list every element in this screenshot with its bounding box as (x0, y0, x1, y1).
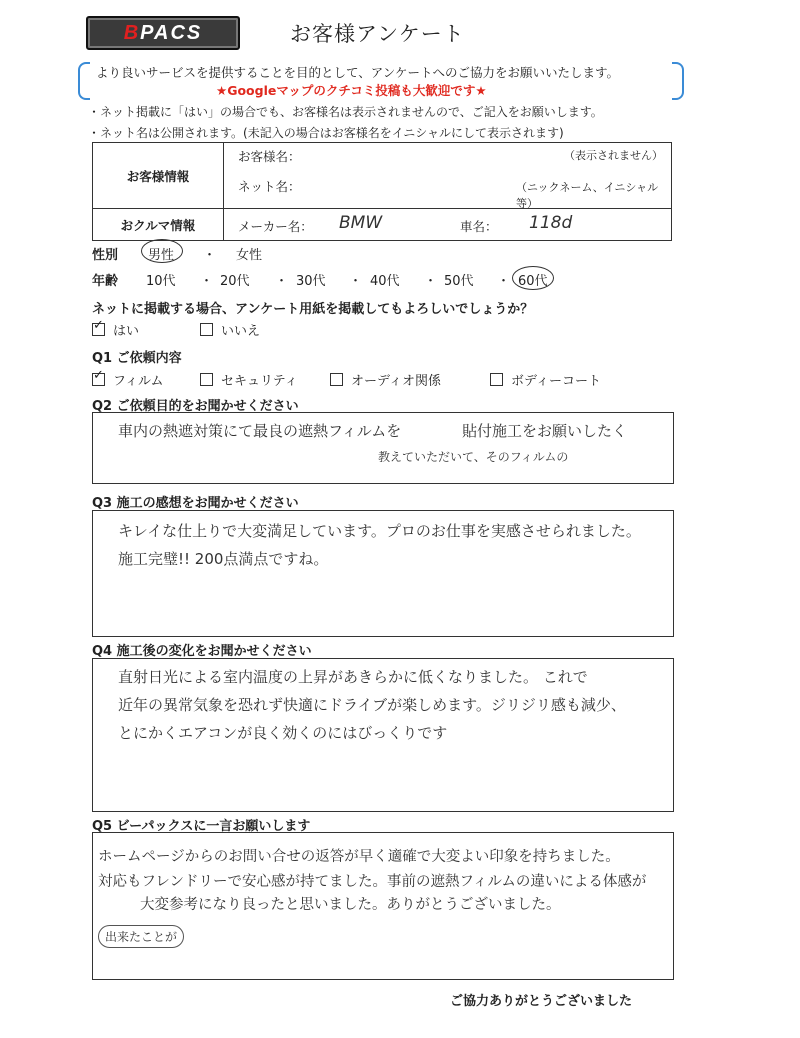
publish-no-option[interactable] (200, 320, 260, 339)
no-checkbox[interactable] (200, 323, 213, 336)
car-info-header: おクルマ情報 (93, 209, 224, 241)
age-separator: ・ (424, 274, 438, 289)
audio-checkbox[interactable] (330, 373, 343, 386)
q3-answer-line2: 施工完璧!! 200点満点ですね。 (118, 550, 329, 568)
thanks-text: ご協力ありがとうございました (450, 994, 633, 1009)
intro-text: より良いサービスを提供することを目的として、アンケートへのご協力をお願いいたします。 (96, 65, 620, 80)
age-option-20s[interactable]: 20代 (220, 274, 250, 289)
gender-option-female[interactable]: 女性 (236, 248, 263, 263)
security-checkbox[interactable] (200, 373, 213, 386)
bodycoat-checkbox[interactable] (490, 373, 503, 386)
age-selection-circle (512, 266, 554, 290)
q1-option-audio[interactable]: オーディオ関係 (330, 370, 441, 389)
q5-answer-line2: 対応もフレンドリーで安心感が持てました。事前の遮熱フィルムの違いによる体感が (98, 874, 647, 890)
left-bracket (78, 62, 90, 100)
note-1: ・ネット掲載に「はい」の場合でも、お客様名は表示されませんので、ご記入をお願いします。 (88, 105, 603, 119)
yes-label: はい (113, 324, 140, 339)
age-separator: ・ (200, 274, 214, 289)
net-name-hint: （ニックネーム、イニシャル等） (516, 181, 659, 210)
age-option-60s[interactable]: 60代 (518, 274, 548, 289)
customer-info-header: お客様情報 (93, 143, 224, 209)
model-value: 118d (529, 213, 573, 233)
right-bracket (672, 62, 684, 100)
age-separator: ・ (349, 274, 363, 289)
q5-title: Q5 ビーパックスに一言お願いします (92, 819, 311, 834)
q1-title: Q1 ご依頼内容 (92, 351, 182, 366)
q2-title: Q2 ご依頼目的をお聞かせください (92, 399, 299, 414)
gender-selection-circle (141, 239, 183, 263)
q3-answer-line1: キレイな仕上りで大変満足しています。プロのお仕事を実感させられました。 (118, 522, 641, 540)
q1-option-film[interactable]: ✓フィルム (92, 370, 163, 389)
film-checkbox[interactable] (92, 373, 105, 386)
net-name-label: ネット名： (238, 179, 301, 194)
page-title: お客様アンケート (290, 22, 465, 46)
gender-option-male[interactable]: 男性 (148, 248, 175, 263)
info-table (92, 142, 672, 241)
q5-answer-line3: 大変参考になり良ったと思いました。ありがとうございました。 (140, 897, 561, 913)
q4-answer-line2: 近年の異常気象を恐れず快適にドライブが楽しめます。ジリジリ感も減少、 (118, 696, 626, 714)
q5-answer-insert: 出来たことが (98, 925, 184, 948)
age-option-40s[interactable]: 40代 (370, 274, 400, 289)
q2-answer-line1: 車内の熱遮対策にて最良の遮熱フィルムを (118, 422, 402, 440)
gender-label: 性別 (92, 248, 119, 263)
q4-answer-line3: とにかくエアコンが良く効くのにはびっくりです (118, 724, 448, 742)
no-label: いいえ (221, 324, 261, 339)
age-option-10s[interactable]: 10代 (146, 274, 176, 289)
gender-separator: ・ (203, 248, 217, 263)
model-label: 車名： (460, 219, 498, 234)
note-2: ・ネット名は公開されます。(未記入の場合はお客様名をイニシャルにして表示されます) (88, 126, 564, 140)
q1-option-bodycoat[interactable]: ボディーコート (490, 370, 601, 389)
age-option-30s[interactable]: 30代 (296, 274, 326, 289)
q2-answer-insert: 教えていただいて、そのフィルムの (378, 450, 569, 464)
customer-name-label: お客様名： (238, 149, 301, 164)
age-separator: ・ (497, 274, 511, 289)
age-separator: ・ (275, 274, 289, 289)
age-label: 年齢 (92, 274, 119, 289)
google-maps-note: ★Googleマップのクチコミ投稿も大歓迎です★ (216, 83, 487, 98)
q5-answer-line1: ホームページからのお問い合せの返答が早く適確で大変よい印象を持ちました。 (98, 849, 620, 865)
q4-answer-line1: 直射日光による室内温度の上昇があきらかに低くなりました。 これで (118, 668, 588, 686)
q2-answer-line1b: 貼付施工をお願いしたく (462, 422, 628, 440)
maker-value: BMW (339, 213, 383, 233)
q1-option-security[interactable]: セキュリティ (200, 370, 298, 389)
maker-label: メーカー名： (238, 219, 313, 234)
q4-title: Q4 施工後の変化をお聞かせください (92, 644, 312, 659)
bpacs-logo: B PACS (86, 16, 240, 50)
customer-name-hint: （表示されません） (564, 149, 663, 162)
q3-title: Q3 施工の感想をお聞かせください (92, 496, 299, 511)
yes-checkbox[interactable] (92, 323, 105, 336)
publish-yes-option[interactable] (92, 320, 139, 339)
publish-question: ネットに掲載する場合、アンケート用紙を掲載してもよろしいでしょうか？ (92, 302, 534, 317)
age-option-50s[interactable]: 50代 (444, 274, 474, 289)
